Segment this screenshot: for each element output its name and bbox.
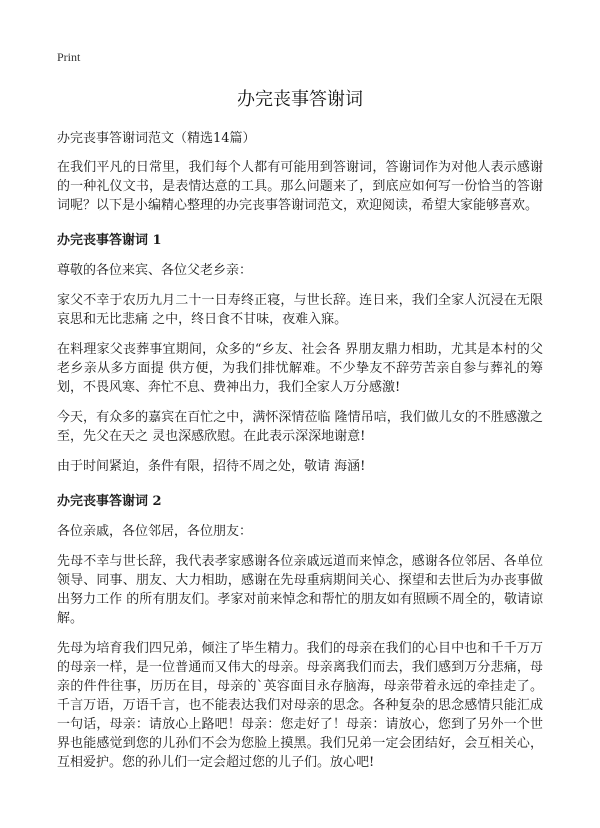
section-2-paragraph: 先母为培育我们四兄弟，倾注了毕生精力。我们的母亲在我们的心目中也和千千万万的母亲一样，是一位普通而又伟大的母亲。母亲离我们而去，我们感到万分悲痛，母亲的件件往事，历历在目，母亲的`英容面目永存脑海，母亲带着永远的牵挂走了。千言万语，万语千言，也不能表达我们对母亲的思念。各种复杂的思念感情只能汇成一句话，母亲：请放心上路吧！母亲：您走好了！母亲：请放心，您到了另外一个世界也能感觉到您的儿孙们不会为您脸上摸黑。我们兄弟一定会团结好，会互相关心，互相爱护。您的孙儿们一定会超过您的儿子们。放心吧! [57,641,543,770]
section-1-paragraph: 在料理家父丧葬事宜期间，众多的“乡友、社会各 界朋友鼎力相助，尤其是本村的父老乡亲从多方面提 供方便，为我们排忧解难。不少挚友不辞劳苦亲自参与葬礼的筹划，不畏风寒、奔忙不息、费神出力，我们全家人万分感激! [57,342,543,395]
document-title: 办完丧事答谢词 [237,89,363,110]
document-subtitle: 办完丧事答谢词范文（精选14篇） [57,131,256,146]
section-1-paragraph: 今天，有众多的嘉宾在百忙之中，满怀深情莅临 隆情吊唁，我们做儿女的不胜感激之至，先父在天之 灵也深感欣慰。在此表示深深地谢意! [57,410,543,444]
section-2-paragraph: 先母不幸与世长辞，我代表孝家感谢各位亲戚远道而来悼念，感谢各位邻居、各单位领导、同事、朋友、大力相助，感谢在先母重病期间关心、探望和去世后为办丧事做出努力工作 的所有朋友们。孝家对前来悼念和帮忙的朋友如有照顾不周全的，敬请谅解。 [57,554,543,626]
section-1-paragraph: 家父不幸于农历九月二十一日寿终正寝，与世长辞。连日来，我们全家人沉浸在无限哀思和无比悲痛 之中，终日食不甘味，夜难入寐。 [57,293,543,327]
intro-paragraph: 在我们平凡的日常里，我们每个人都有可能用到答谢词，答谢词作为对他人表示感谢的一种礼仪文书，是表情达意的工具。那么问题来了，到底应如何写一份恰当的答谢词呢？以下是小编精心整理的办完丧事答谢词范文，欢迎阅读，希望大家能够喜欢。 [57,160,543,213]
section-1-paragraph: 由于时间紧迫，条件有限，招待不周之处，敬请 海涵! [57,459,366,474]
section-1-paragraph: 尊敬的各位来宾、各位父老乡亲： [57,263,253,278]
section-heading-2: 办完丧事答谢词 2 [57,494,162,509]
section-heading-1: 办完丧事答谢词 1 [57,233,162,248]
print-link[interactable]: Print [57,50,81,64]
section-2-paragraph: 各位亲戚，各位邻居，各位朋友： [57,524,253,539]
